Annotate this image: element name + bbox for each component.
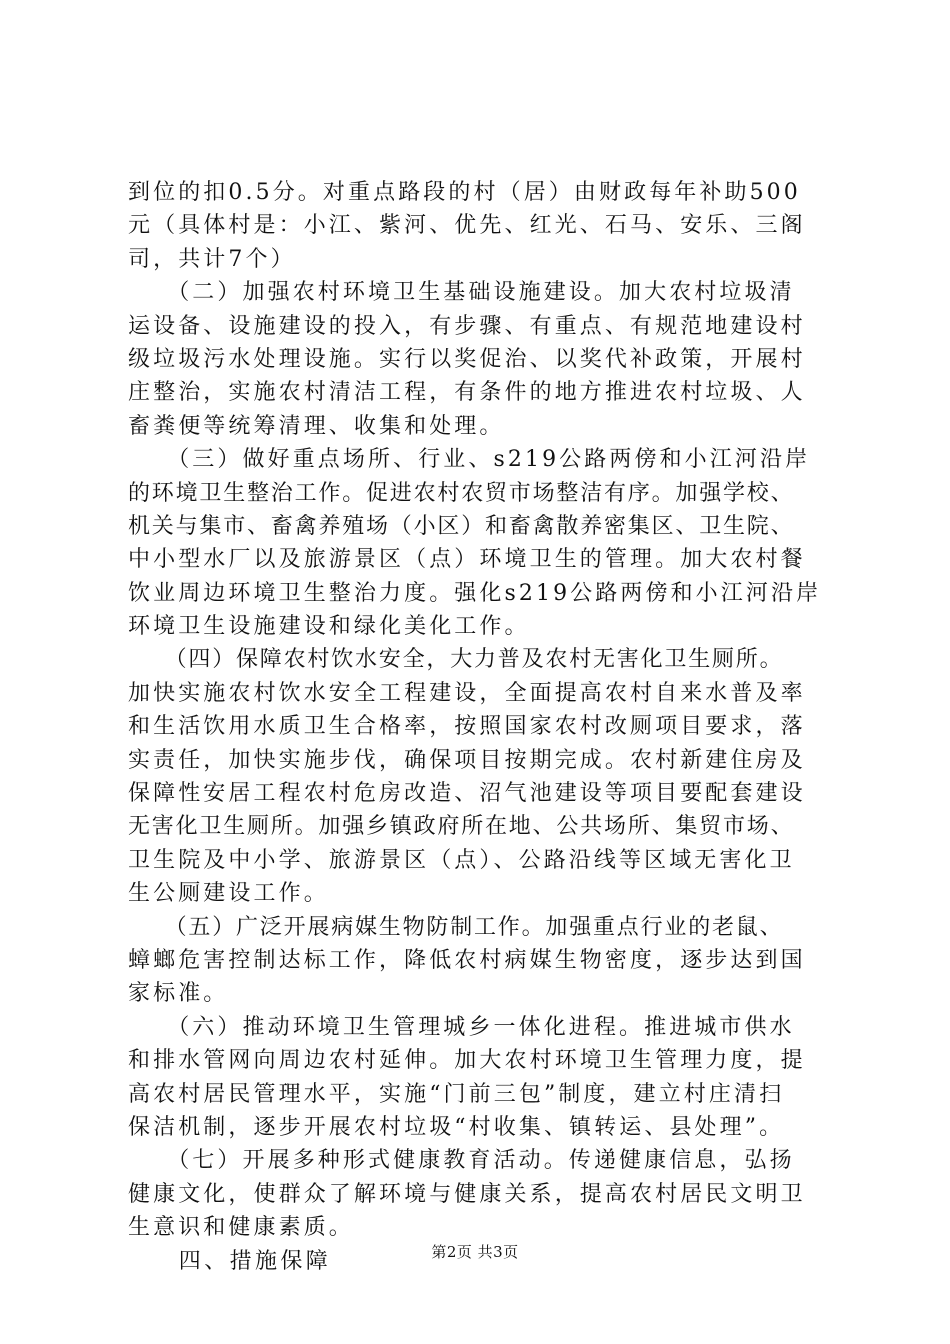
text-line: 元（具体村是：小江、紫河、优先、红光、石马、安乐、三阁 xyxy=(128,213,806,239)
text-line: 家标准。 xyxy=(128,981,229,1007)
text-line: 运设备、设施建设的投入，有步骤、有重点、有规范地建设村 xyxy=(128,313,806,339)
document-body xyxy=(128,176,828,1278)
text-line: 卫生院及中小学、旅游景区（点）、公路沿线等区域无害化卫 xyxy=(128,847,795,873)
text-line: 机关与集市、畜禽养殖场（小区）和畜禽散养密集区、卫生院、 xyxy=(128,513,795,539)
text-line: 无害化卫生厕所。加强乡镇政府所在地、公共场所、集贸市场、 xyxy=(128,814,795,840)
text-line: 司，共计7个） xyxy=(128,246,296,272)
text-line: 畜粪便等统筹清理、收集和处理。 xyxy=(128,413,505,439)
text-line: 保障性安居工程农村危房改造、沼气池建设等项目要配套建设 xyxy=(128,781,806,807)
text-line: （五）广泛开展病媒生物防制工作。加强重点行业的老鼠、 xyxy=(128,914,784,940)
text-line: 环境卫生设施建设和绿化美化工作。 xyxy=(128,614,530,640)
text-line: 中小型水厂以及旅游景区（点）环境卫生的管理。加大农村餐 xyxy=(128,547,806,573)
text-line: 保洁机制，逐步开展农村垃圾“村收集、镇转运、县处理”。 xyxy=(128,1114,785,1140)
text-line: 庄整治，实施农村清洁工程，有条件的地方推进农村垃圾、人 xyxy=(128,380,806,406)
text-line: （二）加强农村环境卫生基础设施建设。加大农村垃圾清 xyxy=(128,280,795,306)
text-line: 生意识和健康素质。 xyxy=(128,1215,354,1241)
page-footer: 第2页 共3页 xyxy=(431,1243,519,1261)
text-line: 和排水管网向周边农村延伸。加大农村环境卫生管理力度，提 xyxy=(128,1048,806,1074)
text-line: 蟑螂危害控制达标工作，降低农村病媒生物密度，逐步达到国 xyxy=(128,947,806,973)
text-line: 的环境卫生整治工作。促进农村农贸市场整洁有序。加强学校、 xyxy=(128,480,795,506)
text-line: 饮业周边环境卫生整治力度。强化s219公路两傍和小江河沿岸 xyxy=(128,580,822,606)
text-line: 级垃圾污水处理设施。实行以奖促治、以奖代补政策，开展村 xyxy=(128,346,806,372)
text-line: 高农村居民管理水平，实施“门前三包”制度，建立村庄清扫 xyxy=(128,1081,785,1107)
text-line: 健康文化，使群众了解环境与健康关系，提高农村居民文明卫 xyxy=(128,1181,806,1207)
text-line: 生公厕建设工作。 xyxy=(128,881,329,907)
text-line: （三）做好重点场所、行业、s219公路两傍和小江河沿岸 xyxy=(128,447,811,473)
text-line: 到位的扣0.5分。对重点路段的村（居）由财政每年补助500 xyxy=(128,180,801,205)
text-line: （四）保障农村饮水安全，大力普及农村无害化卫生厕所。 xyxy=(128,647,784,673)
text-line: （六）推动环境卫生管理城乡一体化进程。推进城市供水 xyxy=(128,1014,795,1040)
section-heading: 四、措施保障 xyxy=(128,1248,332,1274)
text-line: 和生活饮用水质卫生合格率，按照国家农村改厕项目要求，落 xyxy=(128,714,806,740)
text-line: 实责任，加快实施步伐，确保项目按期完成。农村新建住房及 xyxy=(128,747,806,773)
text-line: 加快实施农村饮水安全工程建设，全面提高农村自来水普及率 xyxy=(128,680,806,706)
text-line: （七）开展多种形式健康教育活动。传递健康信息，弘扬 xyxy=(128,1148,795,1174)
